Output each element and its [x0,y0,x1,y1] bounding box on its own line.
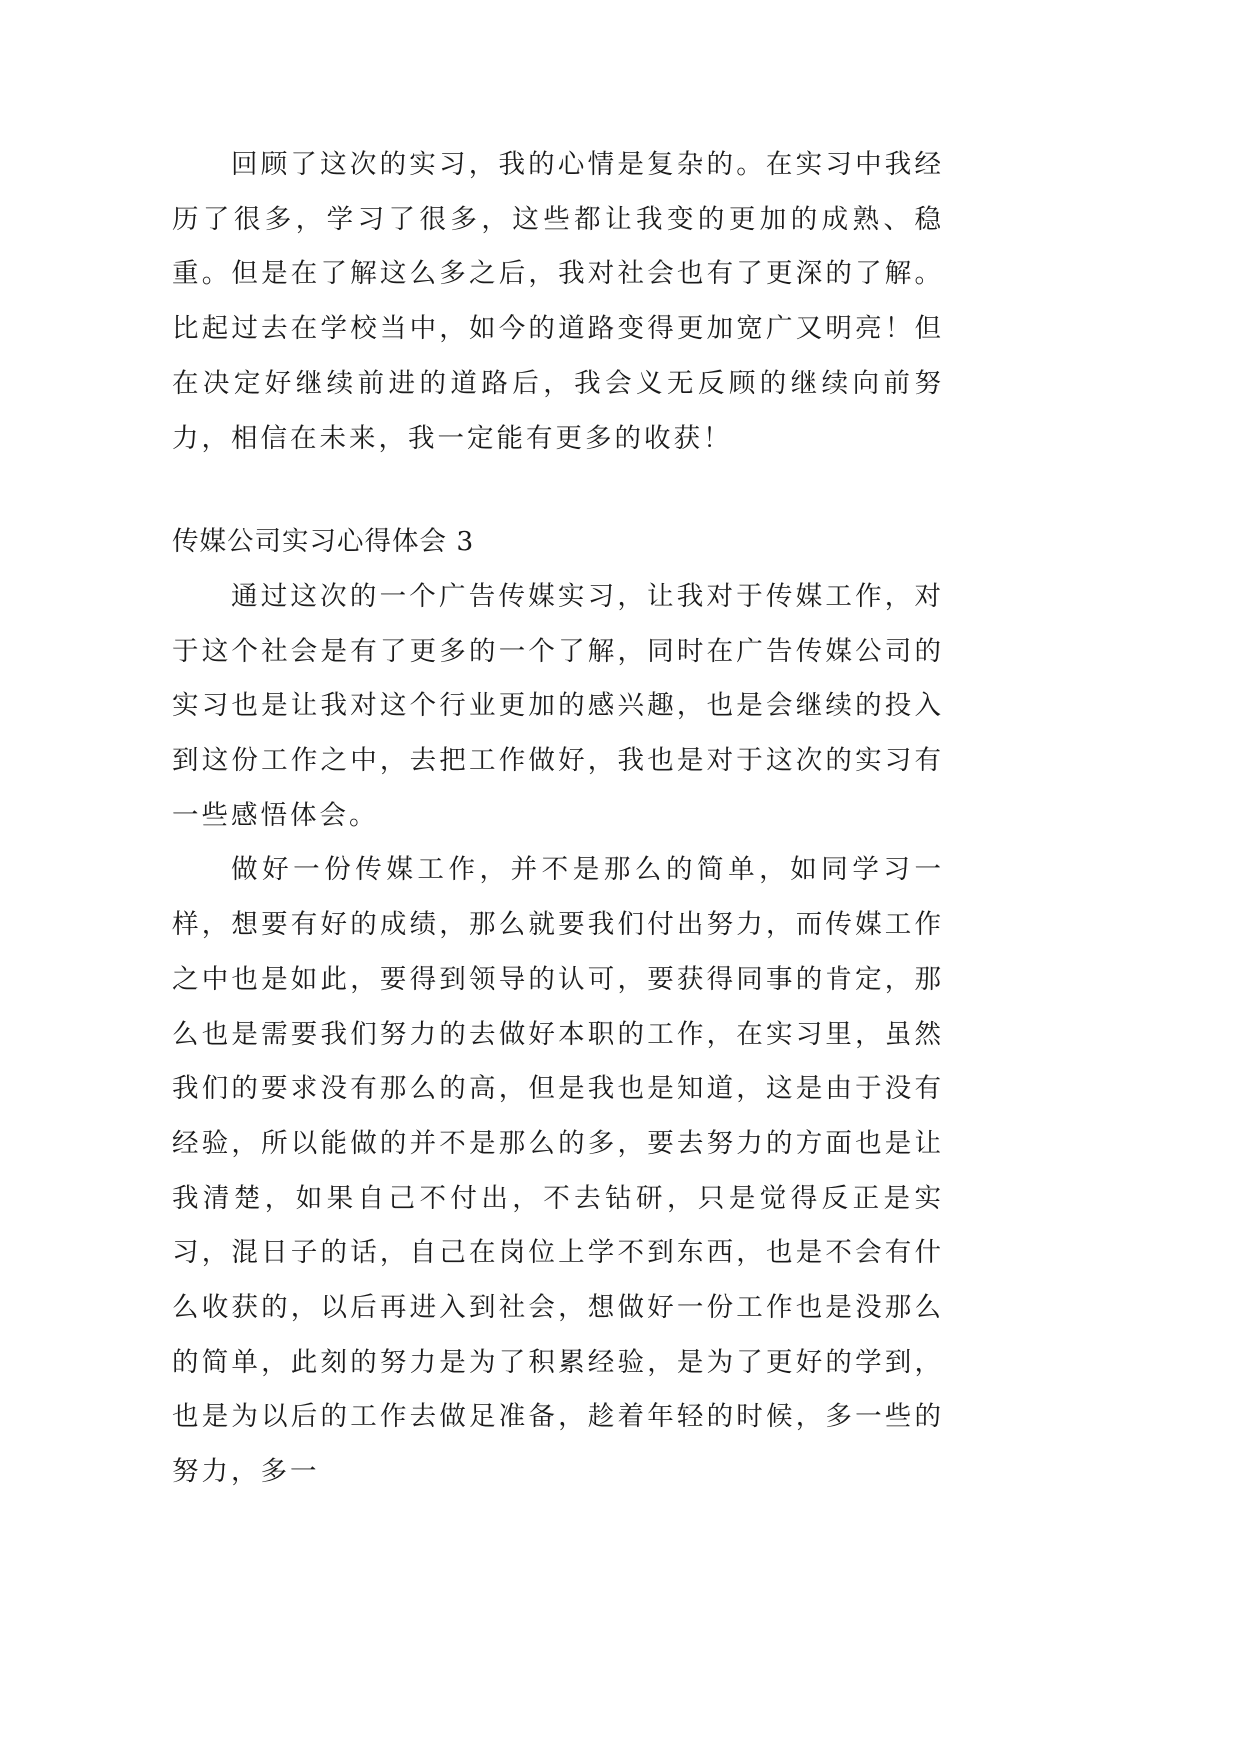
document-body [172,138,944,1500]
section-heading: 传媒公司实习心得体会 3 [172,526,475,558]
paragraph-1: 回顾了这次的实习，我的心情是复杂的。在实习中我经历了很多，学习了很多，这些都让我变的更加的成熟、稳重。但是在了解这么多之后，我对社会也有了更深的了解。比起过去在学校当中，如今的道路变得更加宽广又明亮！但在决定好继续前进的道路后，我会义无反顾的继续向前努力，相信在未来，我一定能有更多的收获！ [172,149,944,454]
paragraph-3: 做好一份传媒工作，并不是那么的简单，如同学习一样，想要有好的成绩，那么就要我们付出努力，而传媒工作之中也是如此，要得到领导的认可，要获得同事的肯定，那么也是需要我们努力的去做好本职的工作，在实习里，虽然我们的要求没有那么的高，但是我也是知道，这是由于没有经验，所以能做的并不是那么的多，要去努力的方面也是让我清楚，如果自己不付出，不去钻研，只是觉得反正是实习，混日子的话，自己在岗位上学不到东西，也是不会有什么收获的，以后再进入到社会，想做好一份工作也是没那么的简单，此刻的努力是为了积累经验，是为了更好的学到，也是为以后的工作去做足准备，趁着年轻的时候，多一些的努力，多一 [172,854,944,1488]
paragraph-2: 通过这次的一个广告传媒实习，让我对于传媒工作，对于这个社会是有了更多的一个了解，同时在广告传媒公司的实习也是让我对这个行业更加的感兴趣，也是会继续的投入到这份工作之中，去把工作做好，我也是对于这次的实习有一些感悟体会。 [172,580,944,831]
